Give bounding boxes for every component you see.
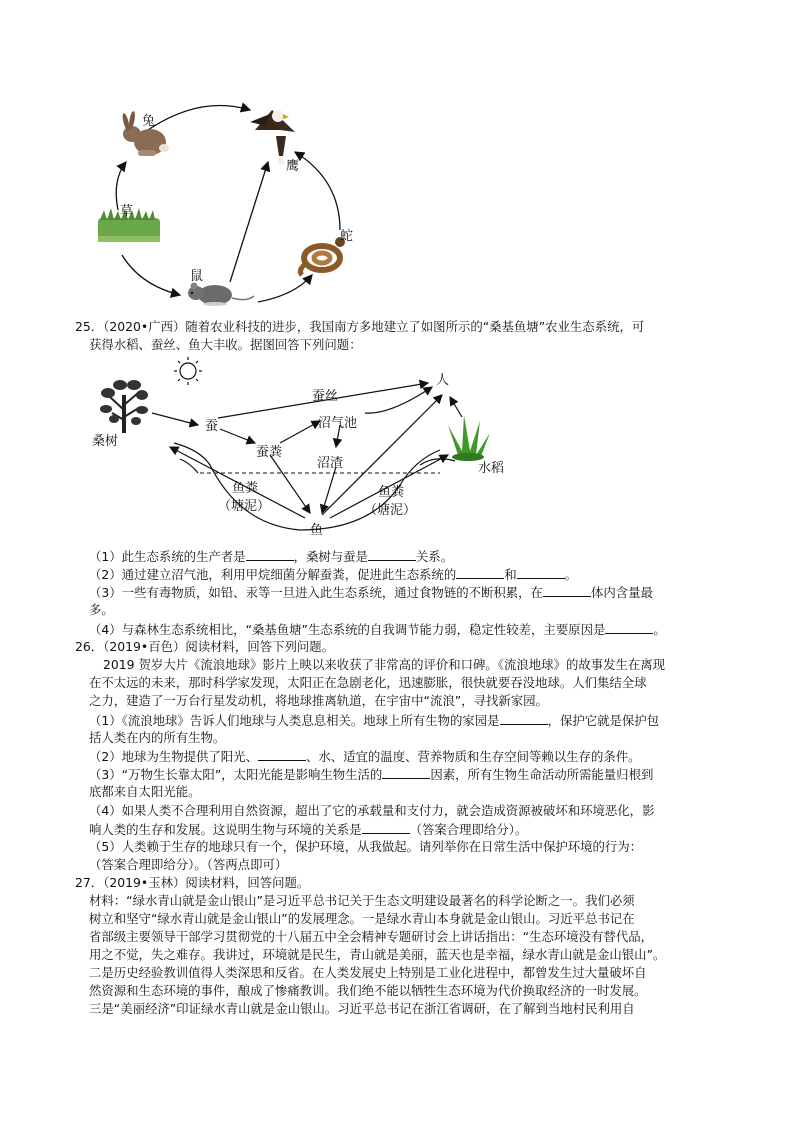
q25-sub2-blank-2[interactable] bbox=[517, 565, 565, 579]
q26-sub3-text-b: 因素，所有生物生命活动所需能量归根到 bbox=[430, 767, 654, 782]
arrow-rice-human bbox=[450, 397, 462, 417]
arrow-waste-fish bbox=[270, 455, 310, 513]
q26-sub3 bbox=[89, 765, 653, 784]
q25-stem-2: 获得水稻、蚕丝、鱼大丰收。据图回答下列问题： bbox=[89, 337, 362, 352]
q27-p3: 省部级主要领导干部学习贯彻党的十八届五中全会精神专题研讨会上讲话指出：“生态环境没有替代品， bbox=[89, 929, 653, 944]
q26-p3: 之力，建造了一万台行星发动机，将地球推离轨道，在宇宙中“流浪”，寻找新家园。 bbox=[89, 693, 548, 708]
q25-sub2-text-c: 。 bbox=[564, 567, 577, 582]
q27-p5: 二是历史经验教训值得人类深思和反省。在人类发展史上特别是工业化进程中，都曾发生过大量破坏自 bbox=[89, 965, 647, 980]
arrow-residue-fish bbox=[322, 467, 336, 513]
q25-sub4 bbox=[89, 620, 666, 639]
q25-sub3-cont: 多。 bbox=[89, 602, 114, 617]
arrow-rabbit-eagle bbox=[148, 106, 250, 131]
label-human: 人 bbox=[436, 373, 450, 388]
q26-sub3-blank[interactable] bbox=[382, 765, 430, 779]
pond-outer-right bbox=[420, 459, 455, 465]
q26-sub2-blank[interactable] bbox=[258, 747, 306, 761]
q26-sub4-blank[interactable] bbox=[362, 820, 410, 834]
sangji-yutang-figure bbox=[90, 355, 520, 550]
q26-sub2-text-b: 、水、适宜的温度、营养物质和生存空间等赖以生存的条件。 bbox=[305, 749, 641, 764]
arrow-mouse-eagle bbox=[230, 162, 268, 282]
q27-stem: 27．（2019•玉林）阅读材料，回答问题。 bbox=[75, 875, 310, 890]
q27-p7: 三是“美丽经济”印证绿水青山就是金山银山。习近平总书记在浙江省调研，在了解到当地村民利用自 bbox=[89, 1001, 635, 1016]
label-fish-waste-right: 鱼粪 bbox=[378, 485, 405, 500]
arrow-biogas-human bbox=[365, 387, 432, 413]
q25-sub4-blank-1[interactable] bbox=[605, 620, 653, 634]
label-grass: 草 bbox=[120, 204, 134, 219]
label-biogas-pit: 沼气池 bbox=[318, 416, 358, 431]
q25-sub1 bbox=[89, 547, 453, 566]
q25-sub2-text-b: 和 bbox=[504, 567, 517, 582]
q27-p4: 用之不觉，失之难存。我讲过，环境就是民生，青山就是美丽，蓝天也是幸福，绿水青山就是金山银山”。 bbox=[89, 947, 666, 962]
q26-p1: 2019 贺岁大片《流浪地球》影片上映以来收获了非常高的评价和口碑。《流浪地球》的故事发生在离现 bbox=[103, 657, 666, 672]
q26-sub1-text-b: ，保护它就是保护包 bbox=[547, 713, 660, 728]
q26-sub1-cont: 括人类在内的所有生物。 bbox=[89, 730, 226, 745]
q25-sub2-blank-1[interactable] bbox=[456, 565, 504, 579]
q25-sub2-text-a: （2）通过建立沼气池，利用甲烷细菌分解蚕粪，促进此生态系统的 bbox=[89, 567, 457, 582]
label-mouse: 鼠 bbox=[190, 269, 204, 284]
label-pond-mud-left: （塘泥） bbox=[218, 499, 271, 514]
q26-sub1-blank[interactable] bbox=[500, 711, 548, 725]
label-rice: 水稻 bbox=[478, 461, 505, 476]
label-silkworm-waste: 蚕粪 bbox=[256, 445, 283, 460]
sangji-yutang-diagram bbox=[90, 355, 520, 550]
q25-sub1-text-b: ，桑树与蚕是 bbox=[293, 549, 368, 564]
rice-plant-image bbox=[448, 415, 490, 461]
label-eagle: 鹰 bbox=[286, 159, 300, 174]
label-silkworm: 蚕 bbox=[205, 419, 219, 434]
q27-p6: 然资源和生态环境的事件，酿成了惨痛教训。我们绝不能以牺牲生态环境为代价换取经济的一时发展。 bbox=[89, 983, 647, 998]
label-rabbit: 兔 bbox=[142, 114, 156, 129]
q26-sub4: （4）如果人类不合理利用自然资源，超出了它的承载量和支付力，就会造成资源被破坏和环境恶化，影 bbox=[89, 803, 655, 818]
q25-stem-1: 25．（2020•广西）随着农业科技的进步，我国南方多地建立了如图所示的“桑基鱼塘”农业生态系统，可 bbox=[75, 319, 645, 334]
q25-sub3-text-b: 体内含量最 bbox=[590, 585, 653, 600]
q26-sub1 bbox=[89, 711, 659, 730]
label-pond-mud-right: （塘泥） bbox=[364, 503, 417, 518]
label-snake: 蛇 bbox=[340, 229, 354, 244]
q27-p2: 树立和坚守“绿水青山就是金山银山”的发展理念。一是绿水青山本身就是金山银山。习近平总书记在 bbox=[89, 911, 635, 926]
q26-sub2-text-a: （2）地球为生物提供了阳光、 bbox=[89, 749, 258, 764]
q27-p1: 材料：“绿水青山就是金山银山”是习近平总书记关于生态文明建设最著名的科学论断之一。我们必须 bbox=[89, 893, 635, 908]
pond-outer-left bbox=[180, 459, 198, 473]
mulberry-tree-image bbox=[100, 380, 148, 433]
q25-sub1-text-a: （1）此生态系统的生产者是 bbox=[89, 549, 246, 564]
label-fish: 鱼 bbox=[310, 523, 324, 538]
arrow-silkworm-waste bbox=[220, 429, 255, 443]
q26-sub4-cont bbox=[89, 820, 527, 839]
q26-sub2 bbox=[89, 747, 641, 766]
label-silk: 蚕丝 bbox=[312, 389, 339, 404]
food-web-diagram bbox=[90, 90, 390, 320]
q25-sub3 bbox=[89, 583, 653, 602]
mouse-image bbox=[188, 283, 254, 307]
q26-sub4-text-c: （答案合理即给分）。 bbox=[409, 822, 528, 837]
q26-sub3-text-a: （3）“万物生长靠太阳”，太阳光能是影响生物生活的 bbox=[89, 767, 383, 782]
q26-stem: 26．（2019•百色）阅读材料，回答下列问题。 bbox=[75, 639, 335, 654]
label-biogas-residue: 沼渣 bbox=[317, 456, 344, 471]
arrow-waste-biogas bbox=[280, 421, 320, 443]
q25-sub4-text-a: （4）与森林生态系统相比，“桑基鱼塘”生态系统的自我调节能力弱，稳定性较差，主要原因是 bbox=[89, 622, 606, 637]
sun-icon bbox=[174, 357, 202, 385]
q26-sub3-cont: 底都来自太阳光能。 bbox=[89, 784, 201, 799]
q25-sub1-text-c: 关系。 bbox=[415, 549, 454, 564]
label-mulberry: 桑树 bbox=[92, 434, 119, 449]
snake-image bbox=[300, 237, 345, 275]
q26-sub4-text-b: 响人类的生存和发展。这说明生物与环境的关系是 bbox=[89, 822, 362, 837]
q26-sub1-text-a: （1）《流浪地球》告诉人们地球与人类息息相关。地球上所有生物的家园是 bbox=[89, 713, 500, 728]
q26-p2: 在不太远的未来，那时科学家发现，太阳正在急剧老化，迅速膨胀，很快就要吞没地球。人们集结全球 bbox=[89, 675, 647, 690]
arrow-grass-mouse bbox=[122, 255, 180, 295]
q25-sub1-blank-2[interactable] bbox=[368, 547, 416, 561]
label-fish-waste-left: 鱼粪 bbox=[232, 481, 259, 496]
q25-sub1-blank-1[interactable] bbox=[246, 547, 294, 561]
q25-sub3-blank-1[interactable] bbox=[543, 583, 591, 597]
q25-sub2 bbox=[89, 565, 577, 584]
q26-sub5: （5）人类赖于生存的地球只有一个，保护环境，从我做起。请列举你在日常生活中保护环境的行为： bbox=[89, 839, 643, 854]
q25-sub4-text-b: 。 bbox=[653, 622, 666, 637]
food-web-figure bbox=[90, 90, 390, 320]
arrow-tree-silkworm bbox=[152, 413, 198, 425]
arrow-snake-eagle bbox=[295, 152, 340, 230]
q25-sub3-text-a: （3）一些有毒物质，如铅、汞等一旦进入此生态系统，通过食物链的不断积累，在 bbox=[89, 585, 543, 600]
q26-sub5-cont: （答案合理即给分）。（答两点即可） bbox=[89, 857, 288, 872]
arrow-mouse-snake bbox=[258, 275, 312, 302]
